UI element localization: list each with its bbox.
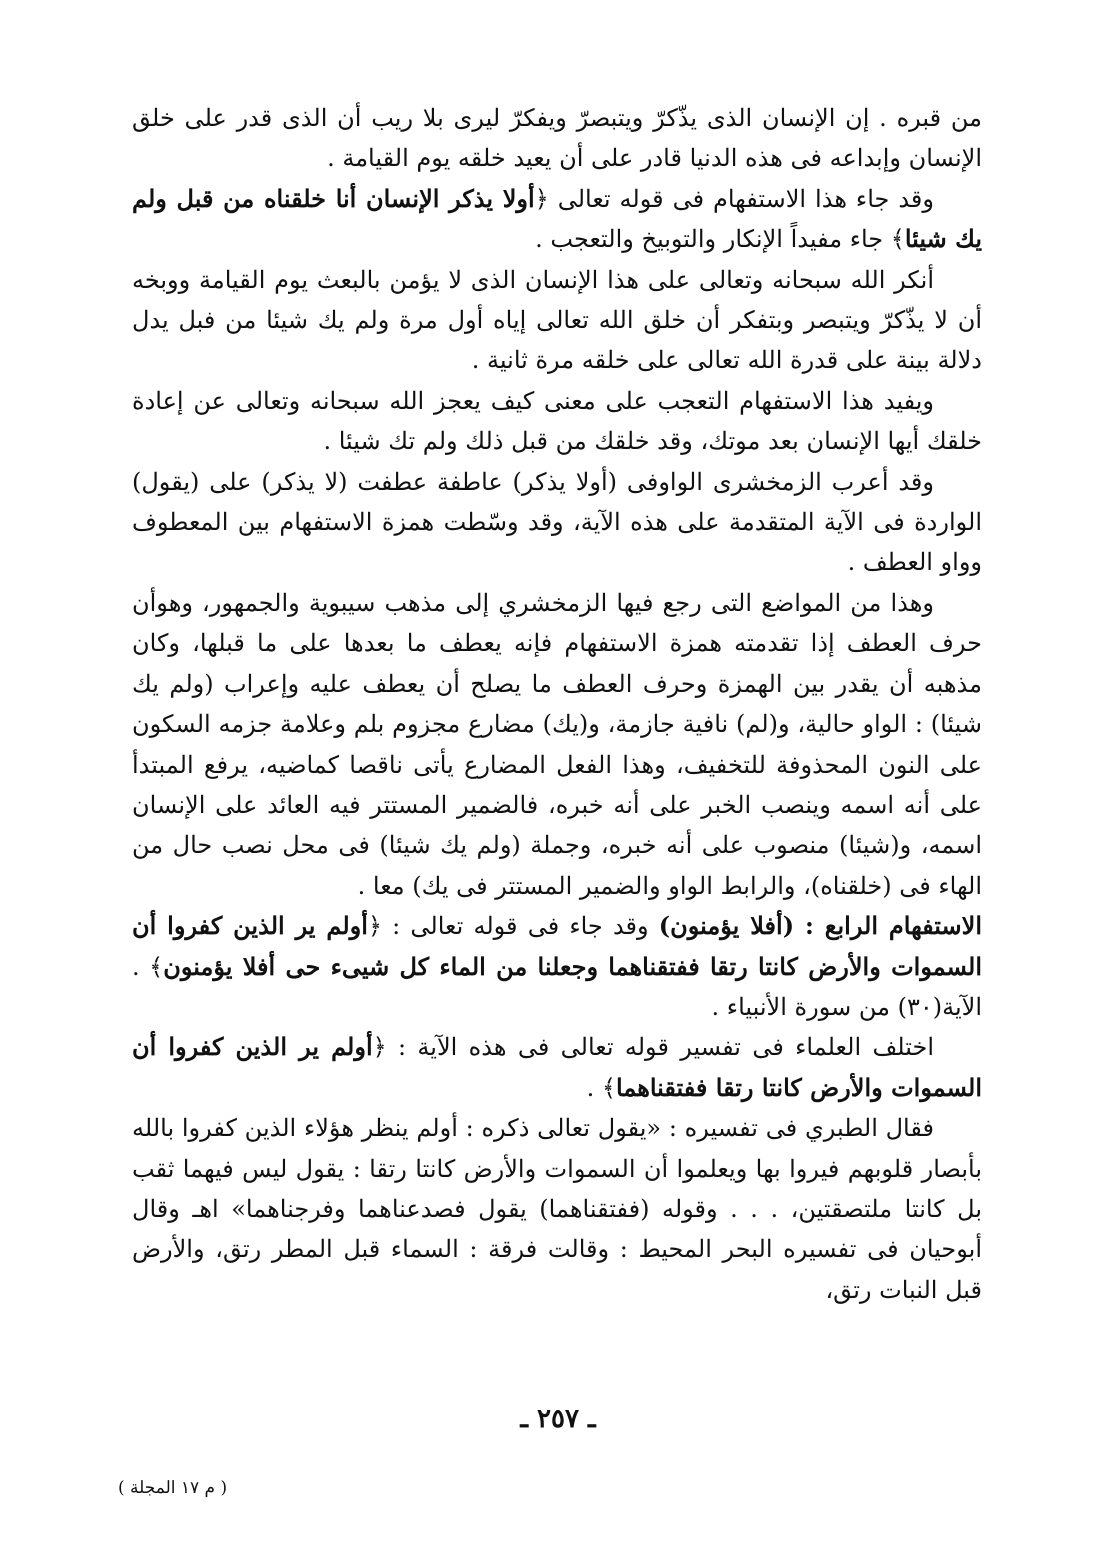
paragraph-text: وقد جاء هذا الاستفهام فى قوله تعالى ﴿	[534, 184, 934, 213]
paragraph-text: وقد أعرب الزمخشرى الواوفى (أولا يذكر) عاطفة عطفت (لا يذكر) على (يقول) الواردة فى الآية المتقدمة على هذه الآية، وقد وسّطت همزة الاستفهام بين المعطوف وواو العطف .	[132, 467, 982, 577]
paragraph-text: ﴾ جاء مفيداً الإنكار والتوبيخ والتعجب .	[535, 225, 905, 254]
paragraph	[132, 1108, 982, 1310]
paragraph-text: ﴾ .	[586, 1073, 616, 1102]
page-number: ـ ٢٥٧ ـ	[520, 1404, 596, 1434]
paragraph	[132, 462, 982, 583]
paragraph-text: اختلف العلماء فى تفسير قوله تعالى فى هذه الآية : ﴿	[372, 1033, 934, 1062]
bold-quote-text: أولم ير الذين كفروا أن السموات والأرض كانتا رتقا ففتقناهما وجعلنا من الماء كل شيىء حى أفلا يؤمنون	[132, 911, 982, 981]
paragraph	[132, 1027, 982, 1108]
paragraph-text: وقد جاء فى قوله تعالى : ﴿	[367, 912, 659, 941]
body-text	[132, 98, 982, 1310]
bold-quote-text: أولم ير الذين كفروا أن السموات والأرض كانتا رتقا ففتقناهما	[132, 1032, 982, 1102]
paragraph	[132, 260, 982, 381]
paragraph	[132, 906, 982, 1027]
paragraph	[132, 179, 982, 260]
paragraph-text: من قبره . إن الإنسان الذى يذّكرّ ويتبصرّ ويفكرّ ليرى بلا ريب أن الذى قدر على خلق الإنسان وإبداعه فى هذه الدنيا قادر على أن يعيد خلقه يوم القيامة .	[132, 104, 982, 173]
paragraph	[132, 98, 982, 179]
bold-quote-text: أولا يذكر الإنسان أنا خلقناه من قبل ولم يك شيئا	[132, 183, 982, 254]
paragraph	[132, 381, 982, 462]
paragraph-text: وهذا من المواضع التى رجع فيها الزمخشري إلى مذهب سيبوية والجمهور، وهوأن حرف العطف إذا تقدمته همزة الاستفهام فإنه يعطف ما بعدها على ما قبلها، وكان مذهبه أن يقدر بين الهمزة وحرف العطف ما يصلح أن يعطف عليه وإعراب (ولم يك شيئا) : الواو حالية، و(لم) نافية جازمة، و(يك) مضارع مجزوم بلم وعلامة جزمه السكون على النون المحذوفة للتخفيف، وهذا الفعل المضارع يأتى ناقصا كماضيه، يرفع المبتدأ على أنه اسمه وينصب الخبر على أنه خبره، فالضمير المستتر فيه العائد على الإنسان اسمه، و(شيئا) منصوب على أنه خبره، وجملة (ولم يك شيئا) فى محل نصب حال من الهاء فى (خلقناه)، والرابط الواو والضمير المستتر فى يك) معا .	[132, 588, 983, 900]
bold-quote-text: الاستفهام الرابع : (أفلا يؤمنون)	[658, 911, 983, 941]
footer-note: ( م ١٧ المجلة )	[118, 1478, 228, 1498]
paragraph-text: ﴾ . الآية(٣٠) من سورة الأنبياء .	[132, 952, 982, 1021]
paragraph-text: ويفيد هذا الاستفهام التعجب على معنى كيف يعجز الله سبحانه وتعالى عن إعادة خلقك أيها الإنسان بعد موتك، وقد خلقك من قبل ذلك ولم تك شيئا .	[132, 386, 982, 456]
paragraph-text: فقال الطبري فى تفسيره : «يقول تعالى ذكره : أولم ينظر هؤلاء الذين كفروا بالله بأبصار قلوبهم فيروا بها ويعلموا أن السموات والأرض كانتا رتقا : يقول ليس فيهما ثقب بل كانتا ملتصقتين، . . . وقوله (ففتقناهما) يقول فصدعناهما وفرجناهما» اهـ وقال أبوحيان فى تفسيره البحر المحيط : وقالت فرقة : السماء قبل المطر رتق، والأرض قبل النبات رتق،	[132, 1114, 982, 1304]
paragraph-text: أنكر الله سبحانه وتعالى على هذا الإنسان الذى لا يؤمن بالبعث يوم القيامة ووبخه أن لا يذّكرّ ويتبصر وبتفكر أن خلق الله تعالى إياه أول مرة ولم يك شيئا من فبل يدل دلالة بينة على قدرة الله تعالى على خلقه مرة ثانية .	[132, 265, 982, 375]
paragraph	[132, 583, 982, 906]
